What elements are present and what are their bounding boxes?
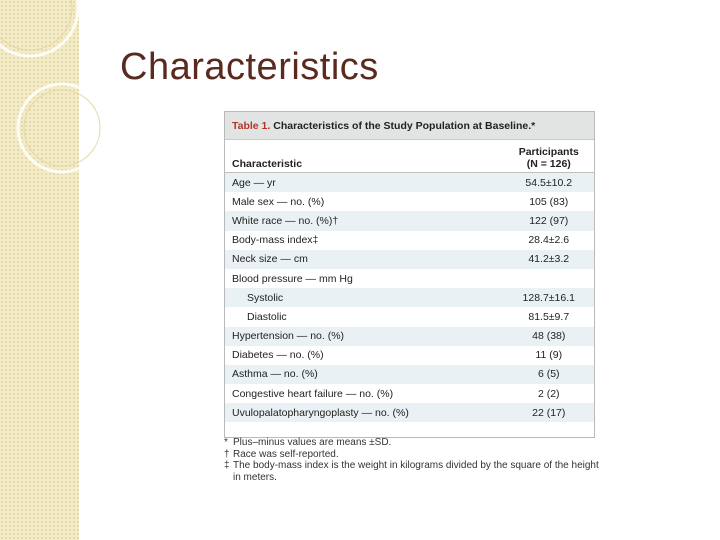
row-value: 2 (2) bbox=[537, 387, 560, 400]
footnote-text: Race was self-reported. bbox=[233, 448, 339, 460]
footnote bbox=[224, 437, 604, 449]
table-header bbox=[225, 140, 594, 173]
row-label: Neck size — cm bbox=[232, 253, 308, 266]
row-label: Body-mass index‡ bbox=[232, 234, 319, 247]
row-value: 41.2±3.2 bbox=[528, 253, 570, 266]
row-value: 28.4±2.6 bbox=[528, 234, 570, 247]
footnote-symbol: † bbox=[224, 448, 230, 460]
table-row bbox=[225, 346, 594, 365]
row-value: 122 (97) bbox=[529, 214, 569, 227]
table-caption bbox=[225, 112, 594, 140]
decorative-circles bbox=[0, 0, 120, 210]
table-row bbox=[225, 173, 594, 192]
row-value: 128.7±16.1 bbox=[522, 291, 575, 304]
row-label: Blood pressure — mm Hg bbox=[232, 272, 353, 285]
row-label: Age — yr bbox=[232, 176, 276, 189]
table-row bbox=[225, 269, 594, 288]
table-row bbox=[225, 384, 594, 403]
row-label: White race — no. (%)† bbox=[232, 214, 339, 227]
table-row bbox=[225, 288, 594, 307]
row-value: 11 (9) bbox=[535, 349, 563, 362]
table-row bbox=[225, 403, 594, 422]
table-body bbox=[225, 173, 594, 437]
table-row bbox=[225, 307, 594, 326]
footnote-symbol: ‡ bbox=[224, 460, 230, 471]
row-value: 105 (83) bbox=[529, 195, 569, 208]
row-label: Male sex — no. (%) bbox=[232, 195, 325, 208]
row-label: Congestive heart failure — no. (%) bbox=[232, 387, 394, 400]
row-label: Systolic bbox=[247, 291, 284, 304]
row-label: Hypertension — no. (%) bbox=[232, 330, 345, 343]
header-participants bbox=[504, 146, 595, 170]
footnote bbox=[224, 460, 604, 483]
row-value: 6 (5) bbox=[537, 368, 560, 381]
table-row bbox=[225, 327, 594, 346]
footnote-text: The body-mass index is the weight in kilograms divided by the square of the height in meters. bbox=[233, 460, 599, 483]
table-row bbox=[225, 192, 594, 211]
row-value: 48 (38) bbox=[532, 330, 566, 343]
table-row bbox=[225, 231, 594, 250]
slide-title: Characteristics bbox=[120, 46, 379, 88]
footnote-text: Plus–minus values are means ±SD. bbox=[233, 437, 392, 448]
table-number: Table 1. bbox=[232, 120, 271, 132]
row-label: Diastolic bbox=[247, 310, 287, 323]
table-row bbox=[225, 365, 594, 384]
table-row bbox=[225, 250, 594, 269]
table-caption-text: Characteristics of the Study Population at Baseline.* bbox=[270, 120, 536, 132]
row-label: Uvulopalatopharyngoplasty — no. (%) bbox=[232, 406, 409, 419]
row-label: Asthma — no. (%) bbox=[232, 368, 318, 381]
header-participants-line2: (N = 126) bbox=[526, 158, 571, 170]
header-participants-line1: Participants bbox=[518, 146, 579, 158]
header-characteristic: Characteristic bbox=[232, 158, 303, 170]
table-row bbox=[225, 211, 594, 230]
data-table bbox=[224, 111, 595, 438]
row-value: 81.5±9.7 bbox=[528, 310, 570, 323]
row-value: 54.5±10.2 bbox=[525, 176, 573, 189]
row-value: 22 (17) bbox=[532, 406, 566, 419]
table-footnotes bbox=[224, 437, 604, 483]
row-label: Diabetes — no. (%) bbox=[232, 349, 324, 362]
footnote bbox=[224, 449, 604, 461]
footnote-symbol: * bbox=[224, 437, 228, 448]
